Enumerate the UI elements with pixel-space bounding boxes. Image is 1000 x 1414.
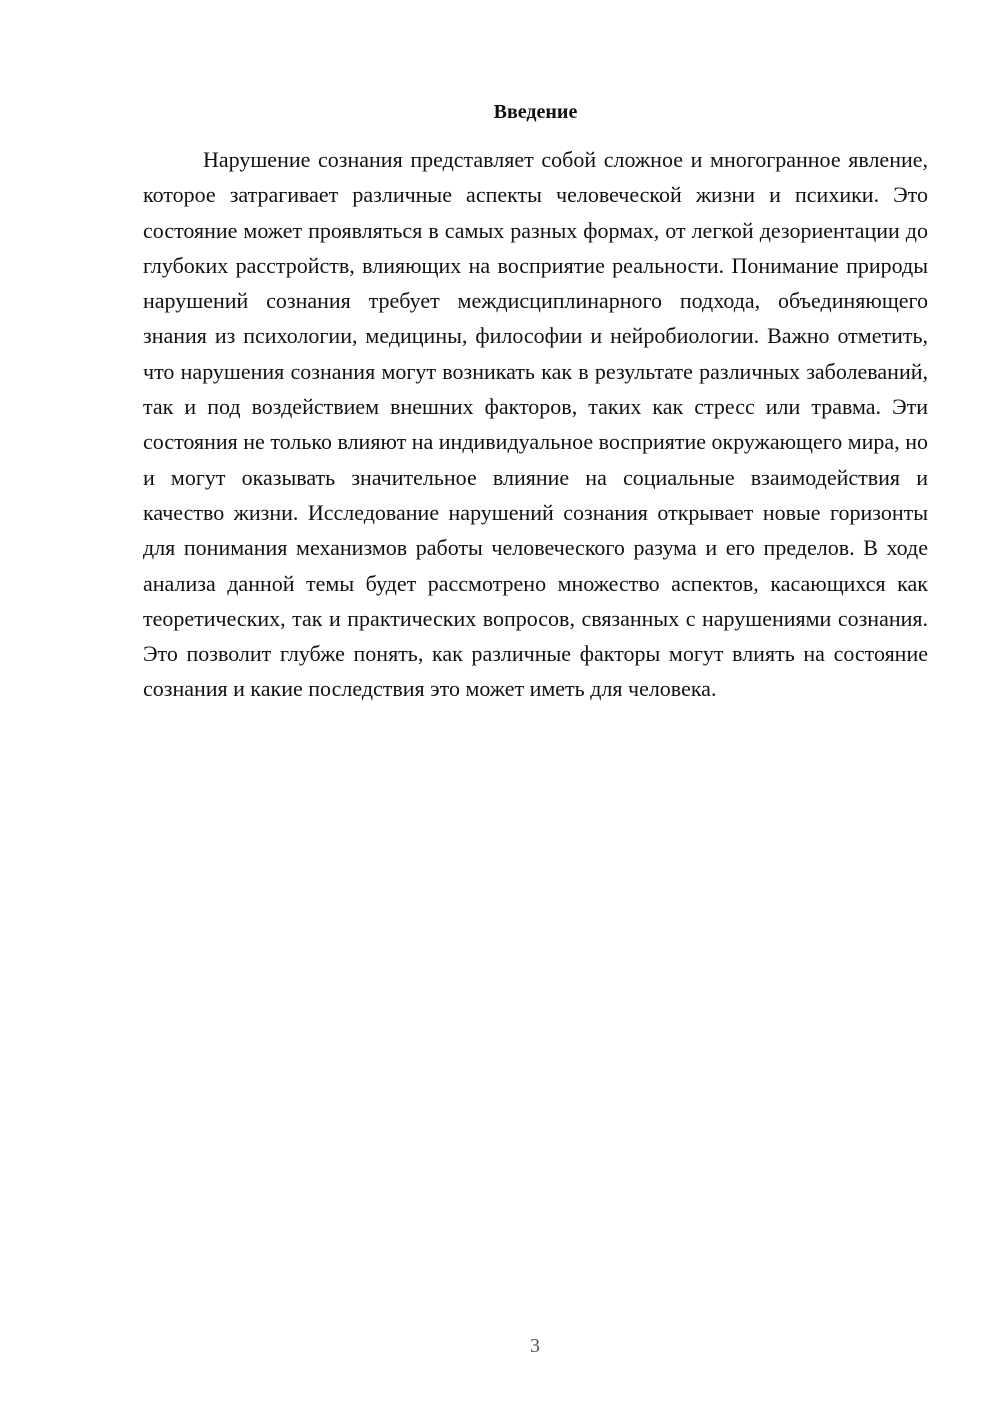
- page-number: 3: [530, 1335, 540, 1357]
- body-paragraph: Нарушение сознания представляет собой сложное и многогранное явление, которое затрагивает различные аспекты человеческой жизни и психики. Это состояние может проявляться в самых разных формах, от легкой дезориентации до глубоких расстройств, влияющих на восприятие реальности. Понимание природы нарушений сознания требует междисциплинарного подхода, объединяющего знания из психологии, медицины, философии и нейробиологии. Важно отметить, что нарушения сознания могут возникать как в результате различных заболеваний, так и под воздействием внешних факторов, таких как стресс или травма. Эти состояния не только влияют на индивидуальное восприятие окружающего мира, но и могут оказывать значительное влияние на социальные взаимодействия и качество жизни. Исследование нарушений сознания открывает новые горизонты для понимания механизмов работы человеческого разума и его пределов. В ходе анализа данной темы будет рассмотрено множество аспектов, касающихся как теоретических, так и практических вопросов, связанных с нарушениями сознания. Это позволит глубже понять, как различные факторы могут влиять на состояние сознания и какие последствия это может иметь для человека.: [143, 147, 928, 702]
- page-title: Введение: [493, 101, 578, 123]
